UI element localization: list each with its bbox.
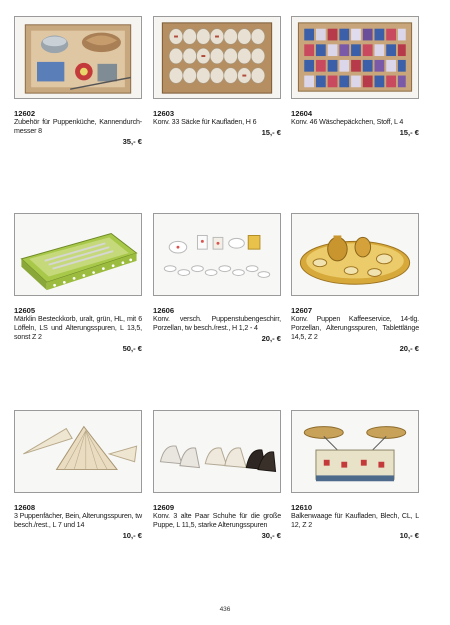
lot-description: Konv. 46 Wäschepäckchen, Stoff, L 4 [291,118,404,126]
lot-price: 15,- € [261,128,281,138]
lot-photo-kitchen-accessories [14,16,142,99]
page-number: 436 [219,606,231,613]
lot-12602 [14,16,142,146]
lot-price: 10,- € [122,531,142,541]
lot-12604 [291,16,419,137]
lot-description: Konv. 3 alte Paar Schuhe für die große Puppe, L 11,5, starke Alterungsspuren [153,512,281,530]
lot-number: 12610 [291,503,313,512]
lot-price: 15,- € [399,128,419,138]
lot-price: 50,- € [122,343,142,353]
lot-12605 [14,213,142,353]
lot-price: 20,- € [261,334,281,344]
lot-12609 [153,410,281,540]
lot-photo-coffee-service [291,213,419,296]
lot-number: 12603 [153,109,175,118]
lot-description: Konv. versch. Puppenstubengeschirr, Porzellan, tw besch./rest., H 1,2 - 4 [153,315,281,333]
lot-number: 12606 [153,306,175,315]
lot-number: 12604 [291,109,313,118]
lot-photo-balance-scale [291,410,419,493]
lot-description: Zubehör für Puppenküche, Kannendurch-messer 8 [14,118,142,136]
lot-12610 [291,410,419,540]
lot-description: Märklin Besteckkorb, uralt, grün, HL, mit 6 Löffeln, LS und Alterungsspuren, L 13,5, sonst Z 2 [14,315,142,342]
lot-description: Konv. 33 Säcke für Kaufladen, H 6 [153,118,257,126]
lot-photo-porcelain-dishes [153,213,281,296]
lot-price: 20,- € [399,343,419,353]
lot-number: 12602 [14,109,36,118]
lot-12603 [153,16,281,137]
lot-price: 10,- € [399,531,419,541]
lot-number: 12608 [14,503,36,512]
lot-price: 35,- € [122,137,142,147]
lot-description: Balkenwaage für Kaufladen, Blech, CL, L 12, Z 2 [291,512,419,530]
lot-photo-grocery-sacks [153,16,281,99]
lot-photo-cutlery-basket [14,213,142,296]
lot-description: 3 Puppenfächer, Bein, Alterungsspuren, tw besch./rest., L 7 und 14 [14,512,142,530]
lot-12608 [14,410,142,540]
lot-number: 12607 [291,306,313,315]
lot-description: Konv. Puppen Kaffeeservice, 14-tlg. Porzellan, Alterungsspuren, Tablettlänge 14,5, Z 2 [291,315,419,342]
lot-number: 12605 [14,306,36,315]
lot-photo-laundry-packets [291,16,419,99]
lot-price: 30,- € [261,531,281,541]
lot-number: 12609 [153,503,175,512]
lot-12606 [153,213,281,343]
lot-12607 [291,213,419,353]
lot-photo-doll-shoes [153,410,281,493]
lot-photo-doll-fans [14,410,142,493]
